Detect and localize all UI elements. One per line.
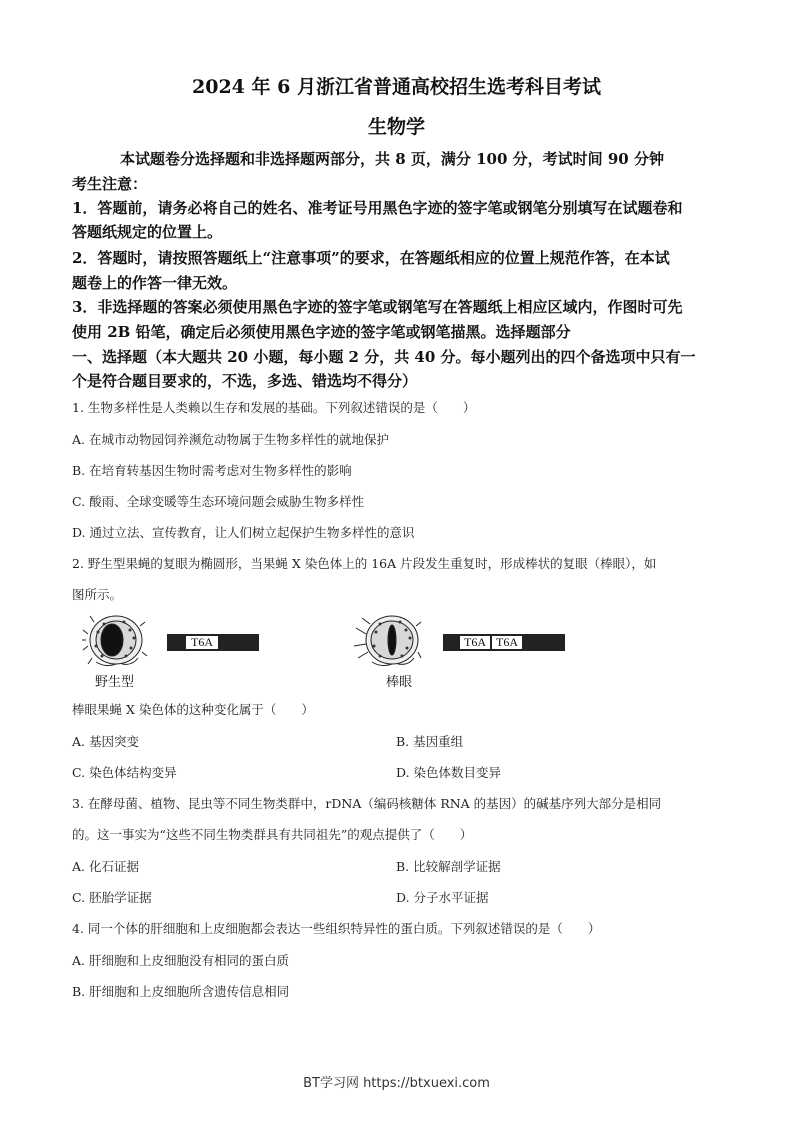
wild-type-label: 野生型 bbox=[95, 675, 135, 690]
chromosome-segment-16a: T6A bbox=[185, 635, 219, 650]
question-3-stem: 的。这一事实为“这些不同生物类群具有共同祖先”的观点提供了（ ） bbox=[72, 827, 473, 842]
question-2-stem: 图所示。 bbox=[72, 587, 123, 602]
notice-line: 2．答题时，请按照答题纸上“注意事项”的要求，在答题纸相应的位置上规范作答，在本试 bbox=[72, 249, 670, 267]
question-4-option-b: B. 肝细胞和上皮细胞所含遗传信息相同 bbox=[72, 984, 290, 999]
question-3-option-d: D. 分子水平证据 bbox=[396, 890, 489, 905]
subject-title: 生物学 bbox=[367, 116, 425, 138]
question-2-prompt: 棒眼果蝇 X 染色体的这种变化属于（ ） bbox=[72, 702, 314, 717]
exam-title: 2024 年 6 月浙江省普通高校招生选考科目考试 bbox=[192, 76, 601, 98]
question-1-option-b: B. 在培育转基因生物时需考虑对生物多样性的影响 bbox=[72, 463, 352, 478]
notice-line: 3．非选择题的答案必须使用黑色字迹的签字笔或钢笔写在答题纸上相应区域内，作图时可先 bbox=[72, 298, 683, 316]
question-3-option-b: B. 比较解剖学证据 bbox=[396, 859, 501, 874]
notice-heading: 考生注意： bbox=[72, 175, 148, 193]
question-2-option-d: D. 染色体数目变异 bbox=[396, 765, 502, 780]
question-2-option-b: B. 基因重组 bbox=[396, 734, 464, 749]
exam-intro: 本试题卷分选择题和非选择题两部分，共 8 页，满分 100 分，考试时间 90 分钟 bbox=[120, 150, 664, 168]
notice-line: 题卷上的作答一律无效。 bbox=[72, 274, 238, 292]
question-1-stem: 1. 生物多样性是人类赖以生存和发展的基础。下列叙述错误的是（ ） bbox=[72, 400, 476, 415]
chromosome-segment-16a: T6A bbox=[459, 635, 491, 650]
footer-watermark: BT学习网 https://btxuexi.com bbox=[303, 1076, 490, 1091]
question-2-option-c: C. 染色体结构变异 bbox=[72, 765, 177, 780]
bar-eye-label: 棒眼 bbox=[386, 675, 413, 690]
question-2-option-a: A. 基因突变 bbox=[72, 734, 139, 749]
question-3-stem: 3. 在酵母菌、植物、昆虫等不同生物类群中，rDNA（编码核糖体 RNA 的基因）的碱基序列大部分是相同 bbox=[72, 796, 662, 811]
section-heading-line: 一、选择题（本大题共 20 小题，每小题 2 分，共 40 分。每小题列出的四个备选项中只有一 bbox=[72, 348, 696, 366]
question-1-option-d: D. 通过立法、宣传教育，让人们树立起保护生物多样性的意识 bbox=[72, 525, 415, 540]
question-4-stem: 4. 同一个体的肝细胞和上皮细胞都会表达一些组织特异性的蛋白质。下列叙述错误的是（ ） bbox=[72, 921, 601, 936]
question-3-option-a: A. 化石证据 bbox=[72, 859, 139, 874]
question-2-stem: 2. 野生型果蝇的复眼为椭圆形，当果蝇 X 染色体上的 16A 片段发生重复时，形成棒状的复眼（棒眼），如 bbox=[72, 556, 657, 571]
notice-line: 答题纸规定的位置上。 bbox=[72, 223, 223, 241]
bar-eye-image bbox=[352, 612, 422, 670]
notice-line: 使用 2B 铅笔，确定后必须使用黑色字迹的签字笔或钢笔描黑。选择题部分 bbox=[72, 323, 571, 341]
wild-type-chromosome-bar bbox=[167, 634, 259, 651]
question-1-option-c: C. 酸雨、全球变暖等生态环境问题会威胁生物多样性 bbox=[72, 494, 365, 509]
chromosome-segment-16a-duplicate: T6A bbox=[491, 635, 523, 650]
notice-line: 1．答题前，请务必将自己的姓名、准考证号用黑色字迹的签字笔或钢笔分别填写在试题卷和 bbox=[72, 199, 683, 217]
bar-eye-chromosome-bar bbox=[443, 634, 565, 651]
wild-type-eye-image bbox=[82, 612, 148, 670]
question-1-option-a: A. 在城市动物园饲养濒危动物属于生物多样性的就地保护 bbox=[72, 432, 389, 447]
question-3-option-c: C. 胚胎学证据 bbox=[72, 890, 152, 905]
section-heading-line: 个是符合题目要求的，不选，多选、错选均不得分） bbox=[72, 372, 418, 390]
question-4-option-a: A. 肝细胞和上皮细胞没有相同的蛋白质 bbox=[72, 953, 289, 968]
